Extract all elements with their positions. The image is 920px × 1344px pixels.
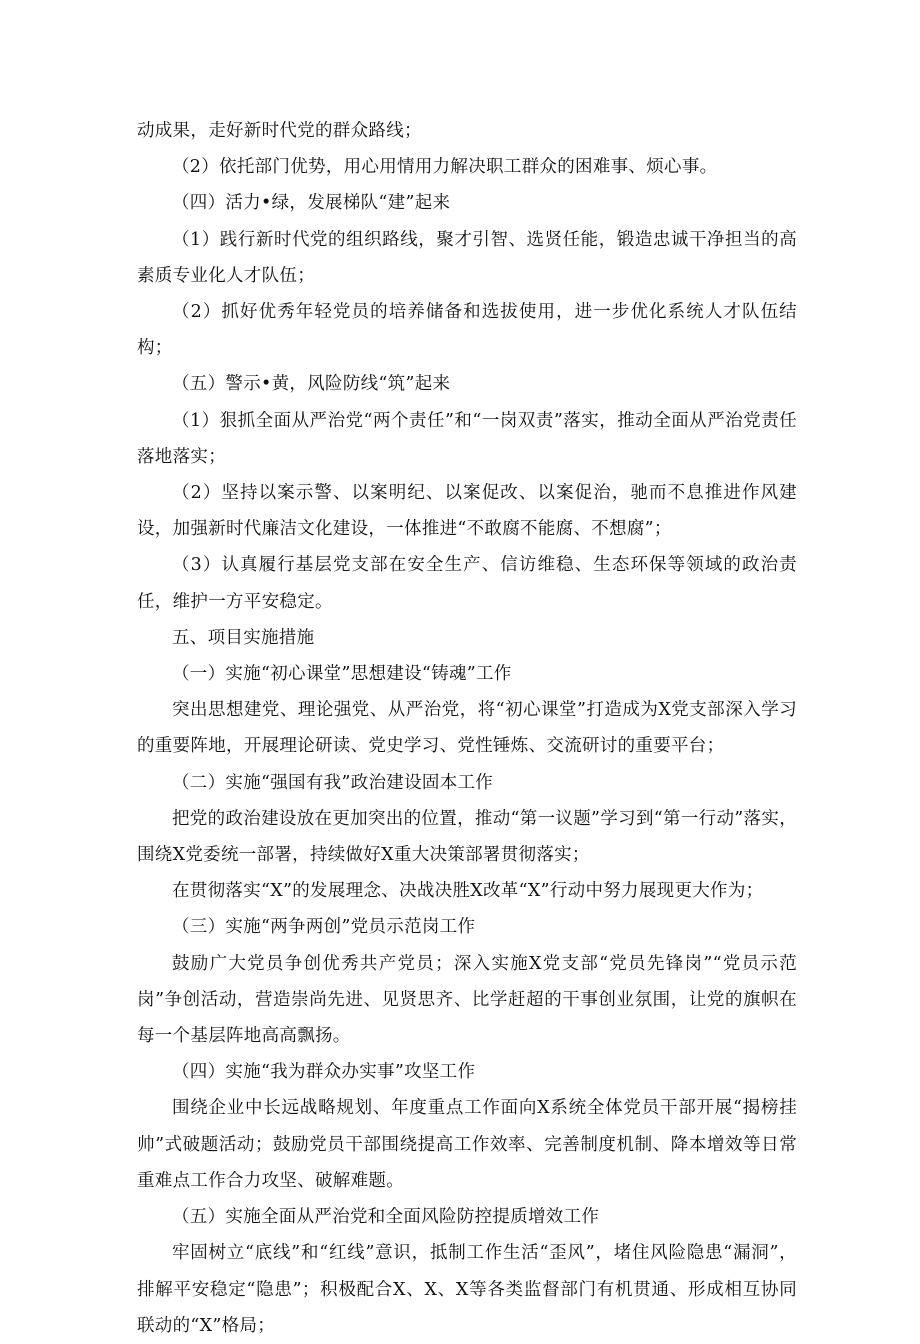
paragraph-11: 鼓励广大党员争创优秀共产党员；深入实施X党支部“党员先锋岗”“党员示范岗”争创活动，营造崇尚先进、见贤思齐、比学赶超的干事创业氛围，让党的旗帜在每一个基层阵地高高飘扬。 [137,953,797,1047]
measure-heading-4: （四）实施“我为群众办实事”攻坚工作 [172,1062,476,1083]
paragraph-10: 在贯彻落实“X”的发展理念、决战决胜X改革“X”行动中努力展现更大作为； [172,881,764,902]
chapter-heading-5: 五、项目实施措施 [172,627,315,648]
section-heading-5: （五）警示•黄，风险防线“筑”起来 [172,374,451,395]
paragraph-1: 动成果，走好新时代党的群众路线； [137,121,422,141]
section-heading-4: （四）活力•绿，发展梯队“建”起来 [172,193,451,214]
paragraph-8: 突出思想建党、理论强党、从严治党，将“初心课堂”打造成为X党支部深入学习的重要阵地，开展理论研读、党史学习、党性锤炼、交流研讨的重要平台； [137,700,797,757]
paragraph-7: （3）认真履行基层党支部在安全生产、信访维稳、生态环保等领域的政治责任，维护一方平安稳定。 [137,555,797,612]
document-body [137,113,797,1344]
paragraph-13: 牢固树立“底线”和“红线”意识，抵制工作生活“歪风”，堵住风险隐患“漏洞”，排解平安稳定“隐患”；积极配合X、X、X等各类监督部门有机贯通、形成相互协同联动的“X”格局； [137,1243,797,1336]
paragraph-9: 把党的政治建设放在更加突出的位置，推动“第一议题”学习到“第一行动”落实，围绕X党委统一部署，持续做好X重大决策部署贯彻落实； [137,808,797,866]
paragraph-12: 围绕企业中长远战略规划、年度重点工作面向X系统全体党员干部开展“揭榜挂帅”式破题活动；鼓励党员干部围绕提高工作效率、完善制度机制、降本增效等日常重难点工作合力攻坚、破解难题。 [137,1098,797,1191]
paragraph-2: （2）依托部门优势，用心用情用力解决职工群众的困难事、烦心事。 [172,157,718,178]
paragraph-3: （1）践行新时代党的组织路线，聚才引智、选贤任能，锻造忠诚干净担当的高素质专业化人才队伍； [137,229,797,286]
measure-heading-3: （三）实施“两争两创”党员示范岗工作 [172,917,476,938]
paragraph-4: （2）抓好优秀年轻党员的培养储备和选拔使用，进一步优化系统人才队伍结构； [137,302,797,359]
measure-heading-5: （五）实施全面从严治党和全面风险防控提质增效工作 [172,1207,600,1228]
paragraph-5: （1）狠抓全面从严治党“两个责任”和“一岗双责”落实，推动全面从严治党责任落地落实； [137,410,797,467]
paragraph-6: （2）坚持以案示警、以案明纪、以案促改、以案促治，驰而不息推进作风建设，加强新时代廉洁文化建设，一体推进“不敢腐不能腐、不想腐”； [137,483,797,540]
measure-heading-2: （二）实施“强国有我”政治建设固本工作 [172,772,494,793]
measure-heading-1: （一）实施“初心课堂”思想建设“铸魂”工作 [172,664,512,685]
